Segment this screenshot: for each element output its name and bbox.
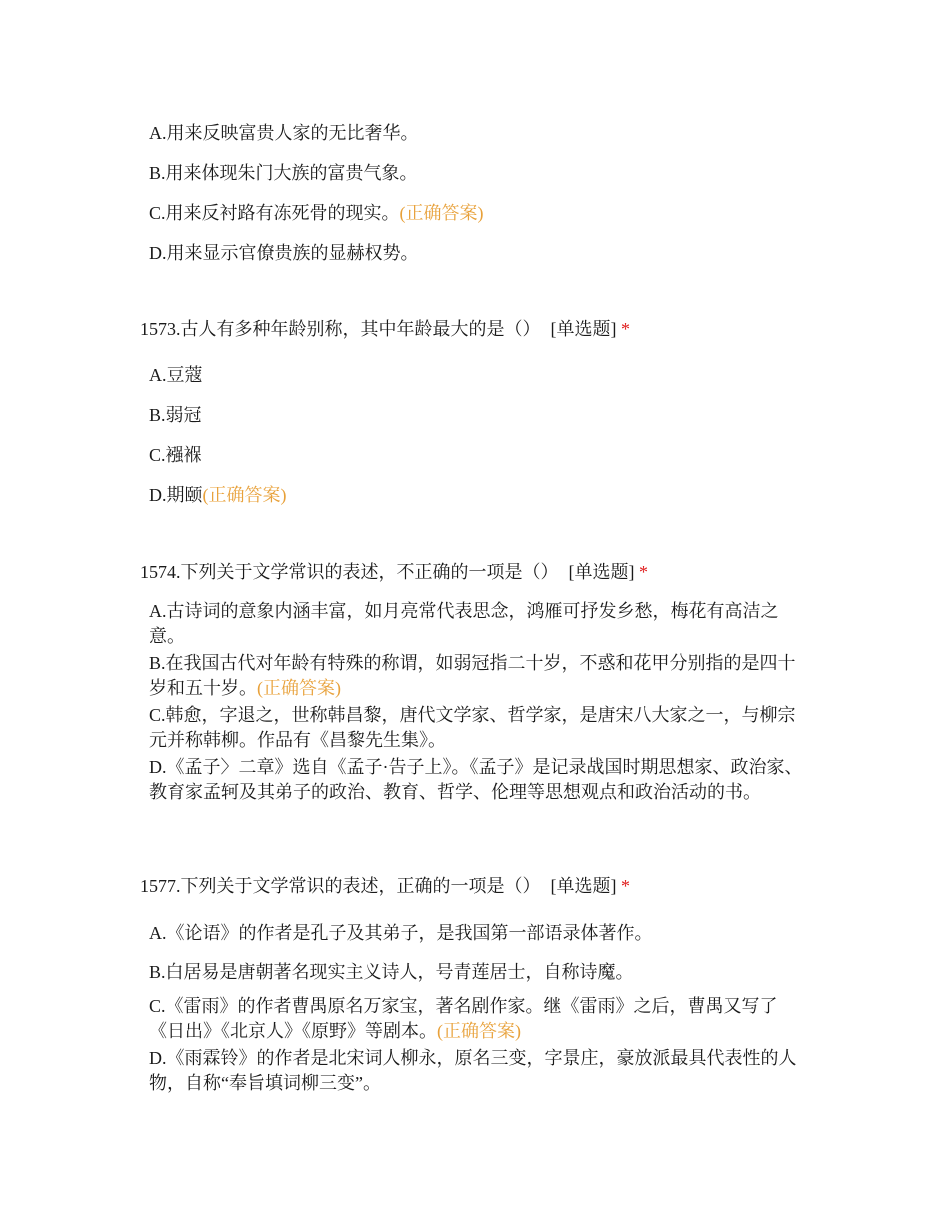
option-a[interactable]: [149, 121, 809, 146]
option-text: B.弱冠: [149, 405, 202, 425]
required-star: *: [621, 319, 630, 339]
option-text: A.用来反映富贵人家的无比奢华。: [149, 123, 419, 143]
option-c[interactable]: [149, 703, 809, 753]
option-text: D.《雨霖铃》的作者是北宋词人柳永，原名三变，字景庄，豪放派最具代表性的人物，自称“奉旨填词柳三变”。: [149, 1048, 797, 1093]
option-c[interactable]: [149, 443, 809, 468]
option-text: B.用来体现朱门大族的富贵气象。: [149, 163, 418, 183]
question-text: 1574.下列关于文学常识的表述，不正确的一项是（）: [140, 562, 559, 582]
option-text: C.《雷雨》的作者曹禺原名万家宝，著名剧作家。继《雷雨》之后，曹禺又写了《日出》《北京人》《原野》等剧本。: [149, 996, 778, 1041]
correct-answer-tag: (正确答案): [399, 203, 484, 223]
question-title: [140, 560, 820, 585]
question-title: [140, 874, 820, 899]
question-text: 1573.古人有多种年龄别称，其中年龄最大的是（）: [140, 319, 541, 339]
option-d[interactable]: [149, 483, 809, 508]
question-type: [单选题]: [550, 319, 617, 339]
option-text: B.在我国古代对年龄有特殊的称谓，如弱冠指二十岁，不惑和花甲分别指的是四十岁和五十岁。: [149, 653, 796, 698]
option-text: D.期颐: [149, 485, 203, 505]
option-b[interactable]: [149, 960, 809, 985]
option-c[interactable]: [149, 994, 809, 1044]
option-a[interactable]: [149, 599, 809, 649]
required-star: *: [639, 562, 648, 582]
question-title: [140, 317, 820, 342]
question-text: 1577.下列关于文学常识的表述，正确的一项是（）: [140, 876, 541, 896]
question-type: [单选题]: [568, 562, 635, 582]
option-text: A.《论语》的作者是孔子及其弟子，是我国第一部语录体著作。: [149, 923, 653, 943]
option-text: C.襁褓: [149, 445, 202, 465]
required-star: *: [621, 876, 630, 896]
option-a[interactable]: [149, 921, 809, 946]
option-b[interactable]: [149, 161, 809, 186]
correct-answer-tag: (正确答案): [437, 1021, 521, 1041]
option-d[interactable]: [149, 755, 809, 805]
option-b[interactable]: [149, 651, 809, 701]
option-text: B.白居易是唐朝著名现实主义诗人，号青莲居士，自称诗魔。: [149, 962, 634, 982]
option-text: C.韩愈，字退之，世称韩昌黎，唐代文学家、哲学家，是唐宋八大家之一，与柳宗元并称韩柳。作品有《昌黎先生集》。: [149, 705, 796, 750]
option-b[interactable]: [149, 403, 809, 428]
option-c[interactable]: [149, 201, 809, 226]
option-text: A.古诗词的意象内涵丰富，如月亮常代表思念，鸿雁可抒发乡愁，梅花有高洁之意。: [149, 601, 779, 646]
correct-answer-tag: (正确答案): [257, 678, 341, 698]
option-d[interactable]: [149, 1046, 809, 1096]
option-text: D.《孟子〉二章》选自《孟子·告子上》。《孟子》是记录战国时期思想家、政治家、教育家孟轲及其弟子的政治、教育、哲学、伦理等思想观点和政治活动的书。: [149, 757, 803, 802]
option-a[interactable]: [149, 363, 809, 388]
option-text: C.用来反衬路有冻死骨的现实。: [149, 203, 400, 223]
option-text: D.用来显示官僚贵族的显赫权势。: [149, 243, 419, 263]
question-type: [单选题]: [550, 876, 617, 896]
correct-answer-tag: (正确答案): [202, 485, 287, 505]
option-text: A.豆蔻: [149, 365, 203, 385]
option-d[interactable]: [149, 241, 809, 266]
